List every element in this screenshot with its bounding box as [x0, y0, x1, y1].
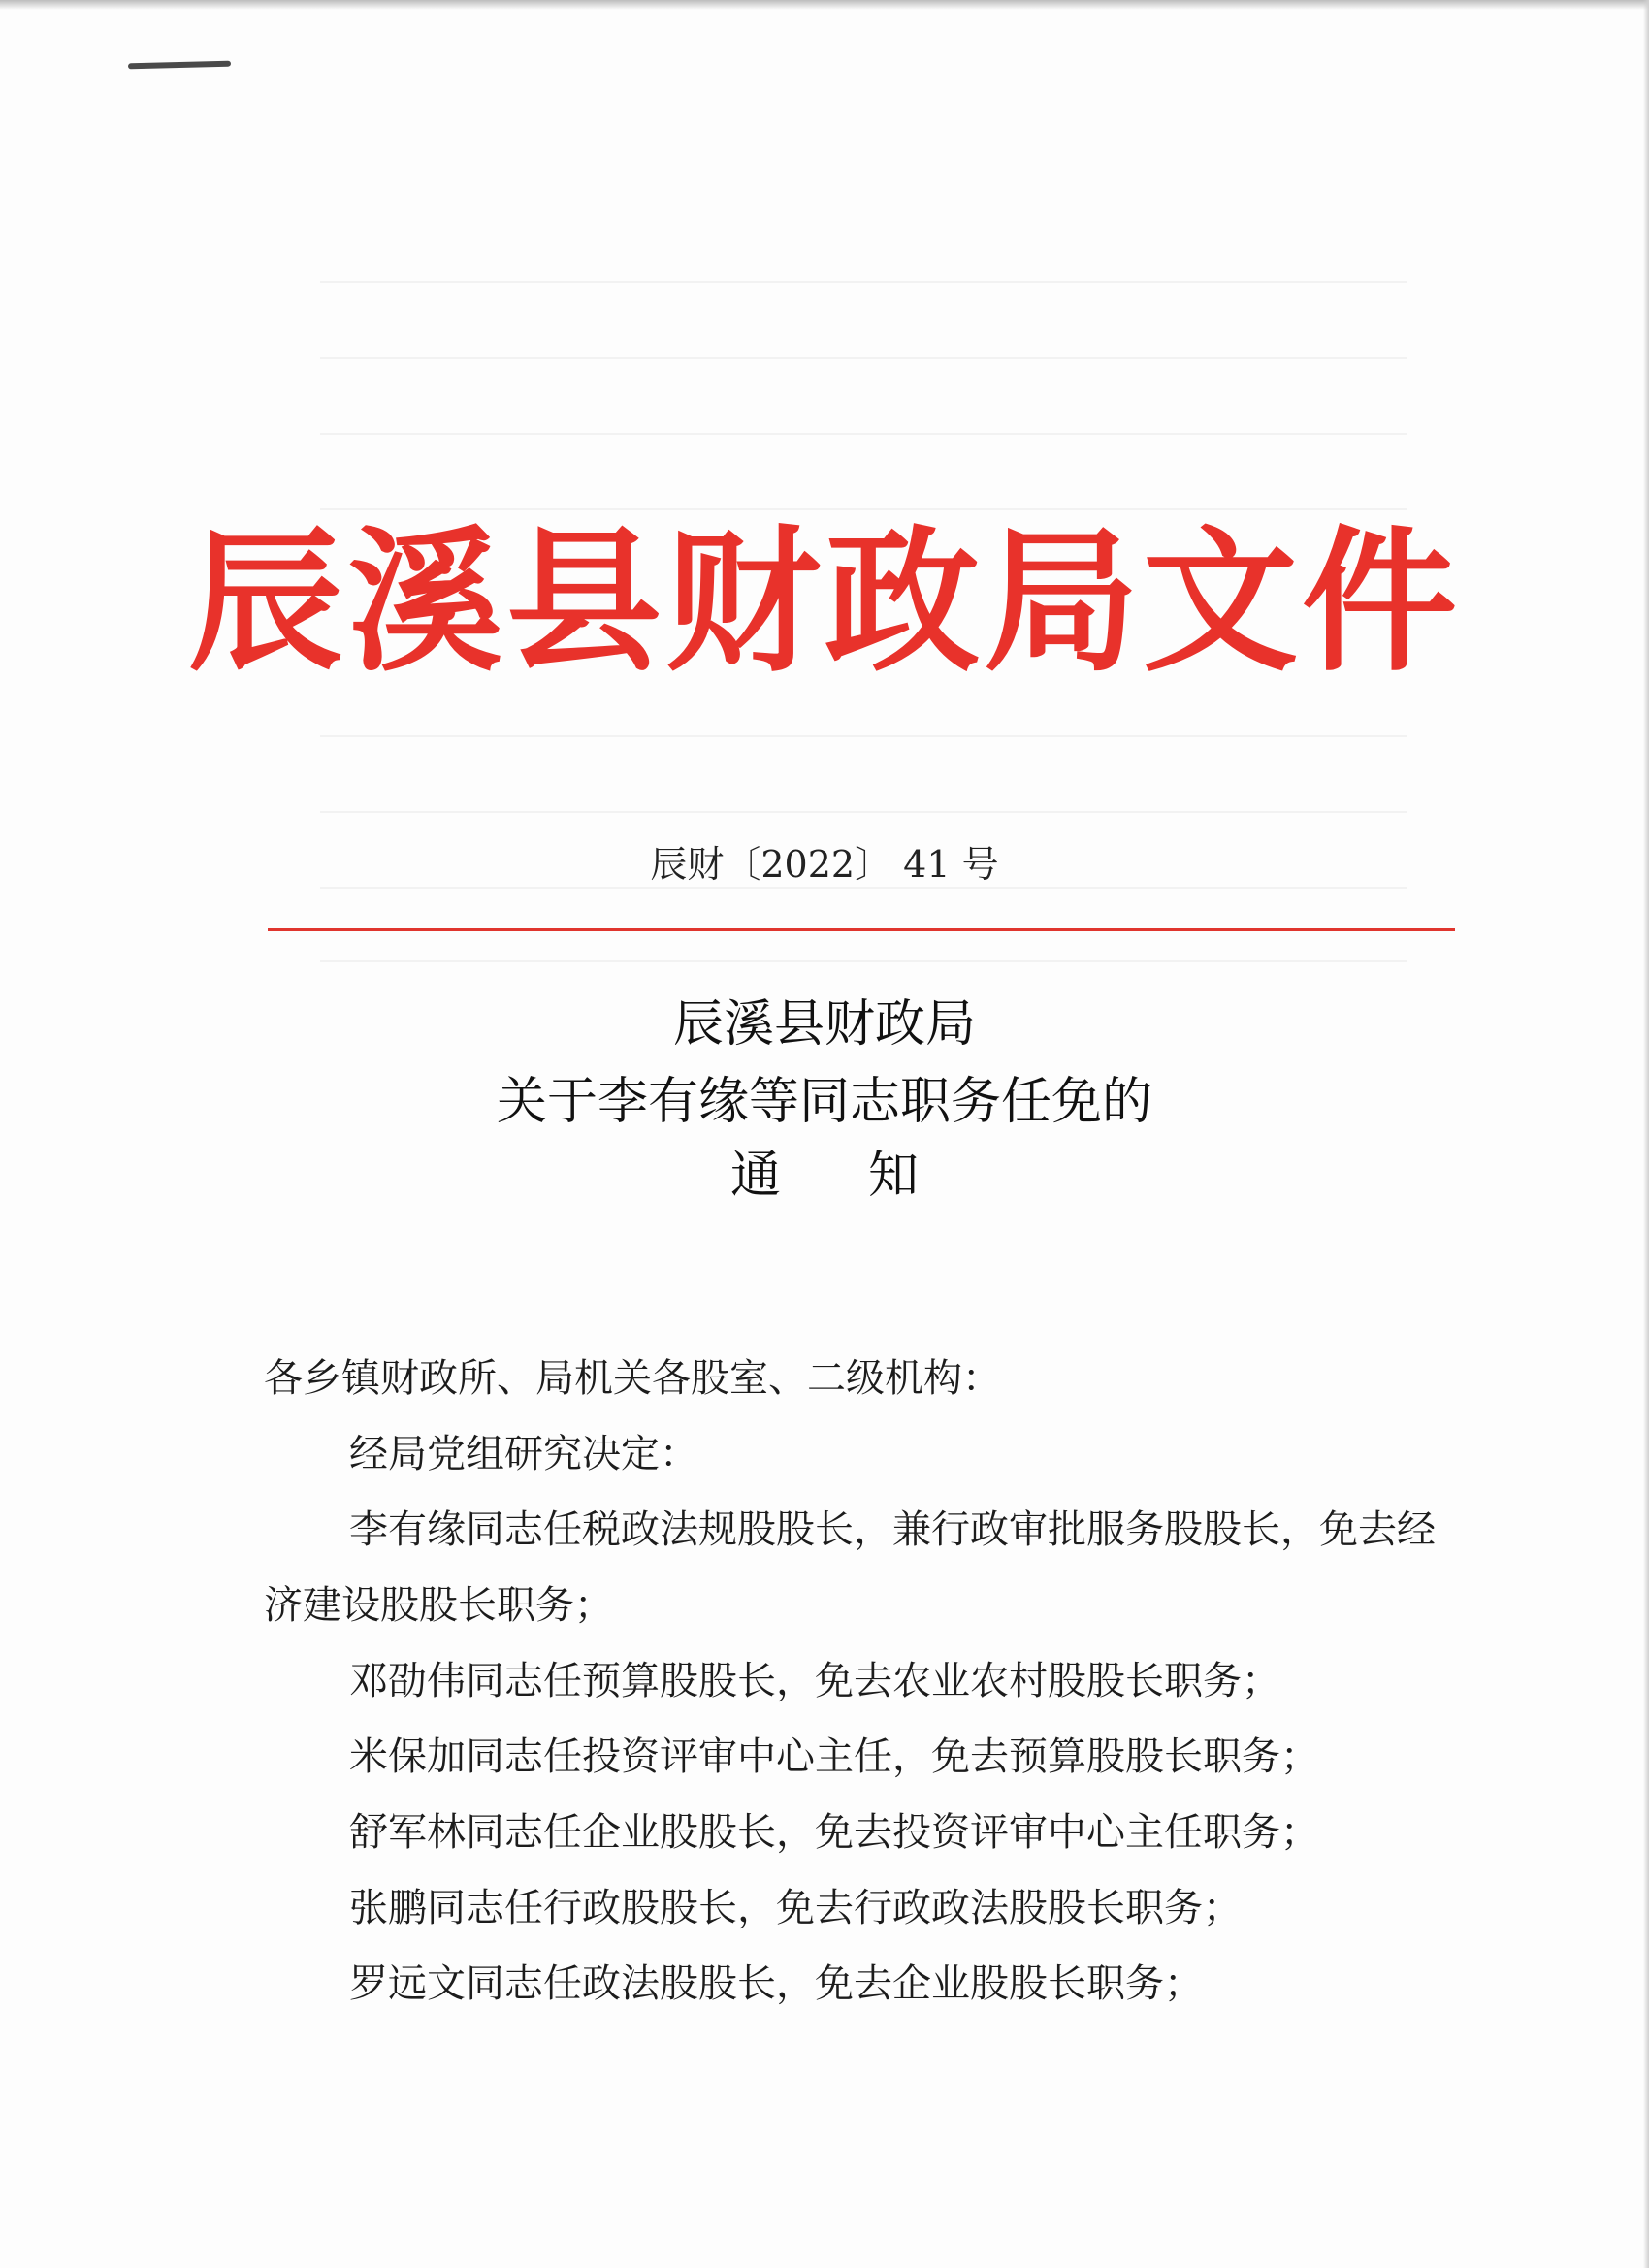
document-number: 辰财〔2022〕 41 号 — [650, 843, 999, 886]
scan-right-shadow — [1643, 0, 1649, 2268]
bleed-through-line — [320, 357, 1406, 359]
red-rule — [268, 928, 1455, 931]
paragraph: 罗远文同志任政法股股长，免去企业股股长职务； — [349, 1961, 1203, 2006]
corner-mark — [128, 61, 231, 70]
bleed-through-line — [320, 281, 1406, 283]
masthead: 辰溪县财政局文件 — [187, 510, 1461, 693]
paragraph: 米保加同志任投资评审中心主任，免去预算股股长职务； — [349, 1734, 1319, 1779]
paragraph: 邓劭伟同志任预算股股长，免去农业农村股股长职务； — [349, 1659, 1280, 1703]
paragraph: 经局党组研究决定： — [349, 1432, 698, 1476]
title-line-3: 通知 — [729, 1147, 1006, 1205]
title-line-2: 关于李有缘等同志职务任免的 — [496, 1073, 1152, 1131]
body-paragraphs — [264, 1416, 1467, 2022]
bleed-through-line — [320, 960, 1406, 962]
bleed-through-line — [320, 433, 1406, 435]
paragraph: 舒军林同志任企业股股长，免去投资评审中心主任职务； — [349, 1810, 1319, 1855]
paragraph: 张鹏同志任行政股股长，免去行政政法股股长职务； — [349, 1886, 1242, 1930]
bleed-through-line — [320, 735, 1406, 737]
bleed-through-line — [320, 887, 1406, 889]
paragraph: 李有缘同志任税政法规股股长，兼行政审批服务股股长，免去经济建设股股长职务； — [264, 1507, 1436, 1628]
scan-top-shadow — [0, 0, 1649, 10]
bleed-through-line — [320, 811, 1406, 813]
title-line-1: 辰溪县财政局 — [672, 995, 976, 1053]
salutation: 各乡镇财政所、局机关各股室、二级机构： — [264, 1356, 1001, 1401]
